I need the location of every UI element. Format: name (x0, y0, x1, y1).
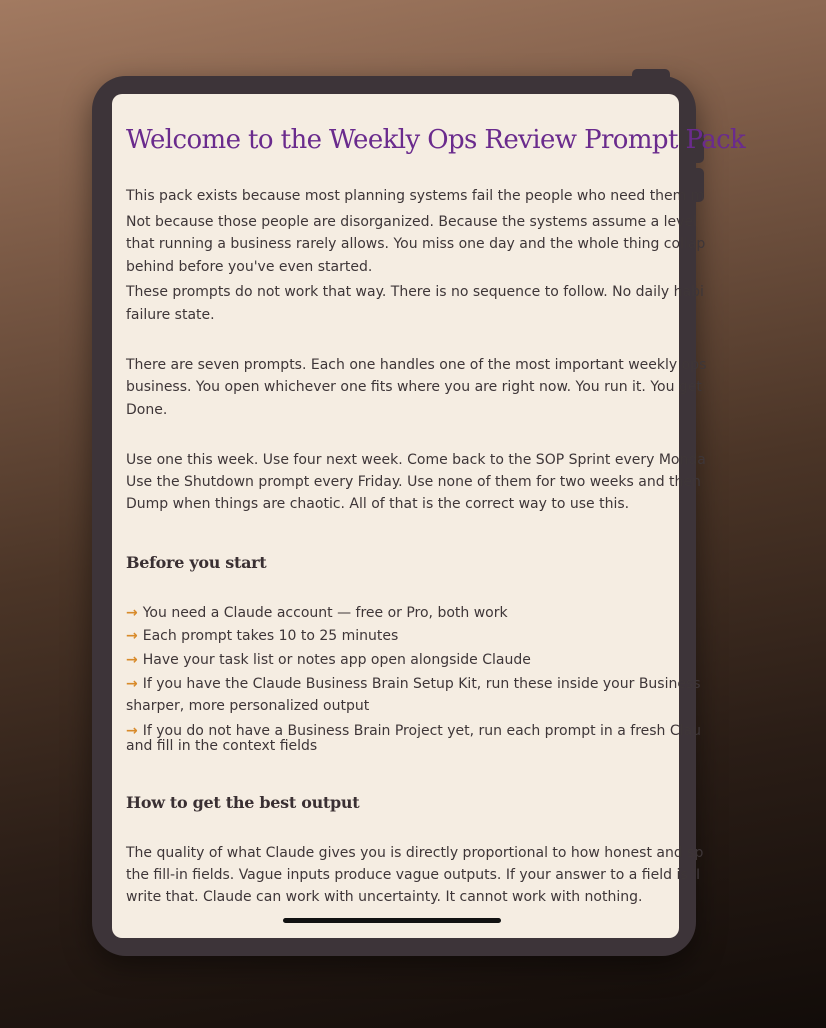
intro-line: These prompts do not work that way. There is no sequence to follow. No daily habi (126, 284, 704, 300)
arrow-right-icon: → (126, 676, 138, 692)
output-line: write that. Claude can work with uncertainty. It cannot work with nothing. (126, 889, 643, 905)
section-heading-before-you-start: Before you start (126, 553, 267, 572)
tablet-power-button (632, 69, 670, 81)
home-indicator[interactable] (283, 918, 501, 923)
intro-line: Done. (126, 402, 168, 418)
intro-line: Use the Shutdown prompt every Friday. Use none of them for two weeks and then (126, 474, 701, 490)
list-item-text: If you do not have a Business Brain Project yet, run each prompt in a fresh Clau (142, 723, 701, 739)
list-item (126, 602, 816, 624)
list-item (126, 649, 816, 671)
list-item (126, 625, 816, 647)
intro-line: Dump when things are chaotic. All of that is the correct way to use this. (126, 496, 630, 512)
list-item-continuation: and fill in the context fields (126, 738, 318, 754)
list-item-text: Each prompt takes 10 to 25 minutes (142, 628, 399, 644)
section-heading-best-output: How to get the best output (126, 793, 360, 812)
intro-line: There are seven prompts. Each one handles one of the most important weekly ops (126, 357, 707, 373)
intro-line: Use one this week. Use four next week. Come back to the SOP Sprint every Monda (126, 452, 706, 468)
intro-line: that running a business rarely allows. You miss one day and the whole thing collap (126, 236, 706, 252)
list-item-continuation: sharper, more personalized output (126, 698, 370, 714)
page-title: Welcome to the Weekly Ops Review Prompt Pack (126, 125, 746, 155)
arrow-right-icon: → (126, 628, 138, 644)
output-line: the fill-in fields. Vague inputs produce vague outputs. If your answer to a field is 'I (126, 867, 701, 883)
intro-line: Not because those people are disorganized. Because the systems assume a level (126, 214, 697, 230)
list-item-text: If you have the Claude Business Brain Setup Kit, run these inside your Business (142, 676, 701, 692)
intro-line: failure state. (126, 307, 215, 323)
tablet-screen[interactable] (112, 94, 746, 938)
arrow-right-icon: → (126, 723, 138, 739)
arrow-right-icon: → (126, 652, 138, 668)
output-line: The quality of what Claude gives you is directly proportional to how honest and sp (126, 845, 704, 861)
intro-line: This pack exists because most planning systems fail the people who need them m (126, 188, 705, 204)
list-item (126, 673, 816, 695)
arrow-right-icon: → (126, 605, 138, 621)
list-item-text: You need a Claude account — free or Pro, both work (142, 605, 508, 621)
intro-line: behind before you've even started. (126, 259, 373, 275)
intro-line: business. You open whichever one fits where you are right now. You run it. You get (126, 379, 702, 395)
list-item-text: Have your task list or notes app open alongside Claude (142, 652, 531, 668)
